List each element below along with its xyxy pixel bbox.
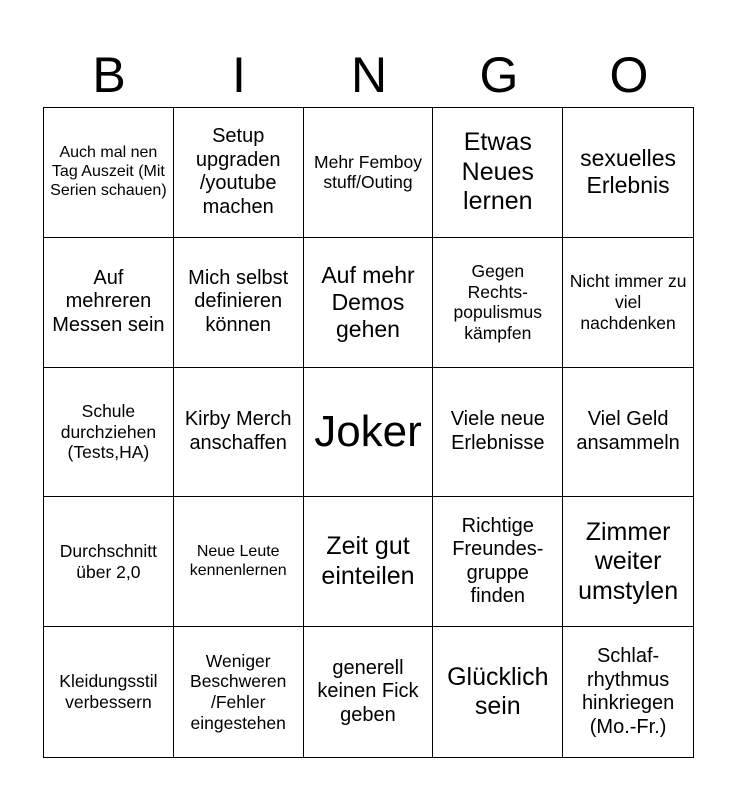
cell-label: Nicht immer zu viel nachdenken [569, 271, 687, 333]
bingo-cell[interactable] [304, 497, 434, 627]
cell-label: Kleidungsstil verbessern [59, 671, 158, 713]
bingo-cell[interactable] [433, 108, 563, 238]
cell-label: Schule durchziehen (Tests,HA) [60, 401, 157, 463]
bingo-cell[interactable] [563, 497, 693, 627]
cell-label: Joker [314, 407, 422, 457]
bingo-cell[interactable] [174, 627, 304, 757]
cell-label: Auch mal nen Tag Auszeit (Mit Serien schauen) [50, 144, 167, 199]
bingo-cell[interactable] [433, 627, 563, 757]
bingo-cell[interactable] [174, 108, 304, 238]
header-letter-i: I [232, 47, 246, 103]
cell-label: Weniger Beschweren /Fehler eingestehen [190, 650, 287, 733]
bingo-cell[interactable] [433, 368, 563, 498]
cell-label: Setup upgraden /youtube machen [195, 125, 281, 218]
bingo-header [44, 44, 694, 106]
bingo-cell[interactable] [44, 497, 174, 627]
bingo-cell[interactable] [563, 238, 693, 368]
cell-label: Richtige Freundes-gruppe finden [452, 514, 544, 608]
bingo-board [43, 107, 694, 758]
cell-label: generell keinen Fick geben [317, 656, 419, 726]
cell-label: Mehr Femboy stuff/Outing [314, 151, 422, 193]
bingo-cell[interactable] [563, 108, 693, 238]
bingo-cell[interactable] [174, 238, 304, 368]
header-letter-o: O [609, 47, 649, 103]
bingo-cell[interactable] [563, 627, 693, 757]
bingo-cell-joker[interactable] [304, 368, 434, 498]
bingo-cell[interactable] [304, 238, 434, 368]
cell-label: Auf mehreren Messen sein [52, 266, 165, 336]
cell-label: Durchschnitt über 2,0 [59, 541, 158, 582]
bingo-cell[interactable] [433, 497, 563, 627]
bingo-cell[interactable] [44, 238, 174, 368]
cell-label: Kirby Merch anschaffen [184, 408, 292, 454]
bingo-cell[interactable] [304, 108, 434, 238]
header-letter-n: N [350, 47, 388, 103]
cell-label: Viel Geld ansammeln [576, 408, 680, 454]
bingo-cell[interactable] [44, 627, 174, 757]
cell-label: Schlaf-rhythmus hinkriegen (Mo.-Fr.) [581, 644, 675, 738]
cell-label: Viele neue Erlebnisse [450, 408, 545, 454]
cell-label: Zeit gut einteilen [321, 532, 415, 590]
cell-label: Etwas Neues lernen [461, 128, 534, 216]
bingo-cell[interactable] [174, 497, 304, 627]
header-letter-g: G [479, 47, 519, 103]
bingo-cell[interactable] [304, 627, 434, 757]
cell-label: sexuelles Erlebnis [580, 145, 677, 199]
cell-label: Auf mehr Demos gehen [321, 261, 415, 342]
bingo-cell[interactable] [44, 108, 174, 238]
bingo-cell[interactable] [44, 368, 174, 498]
cell-label: Gegen Rechts-populismus kämpfen [453, 260, 543, 343]
bingo-cell[interactable] [433, 238, 563, 368]
header-letter-b: B [92, 47, 126, 103]
cell-label: Mich selbst definieren können [188, 266, 289, 336]
cell-label: Glücklich sein [447, 662, 549, 721]
bingo-cell[interactable] [174, 368, 304, 498]
bingo-cell[interactable] [563, 368, 693, 498]
cell-label: Neue Leute kennenlernen [189, 542, 287, 579]
cell-label: Zimmer weiter umstylen [578, 517, 679, 605]
